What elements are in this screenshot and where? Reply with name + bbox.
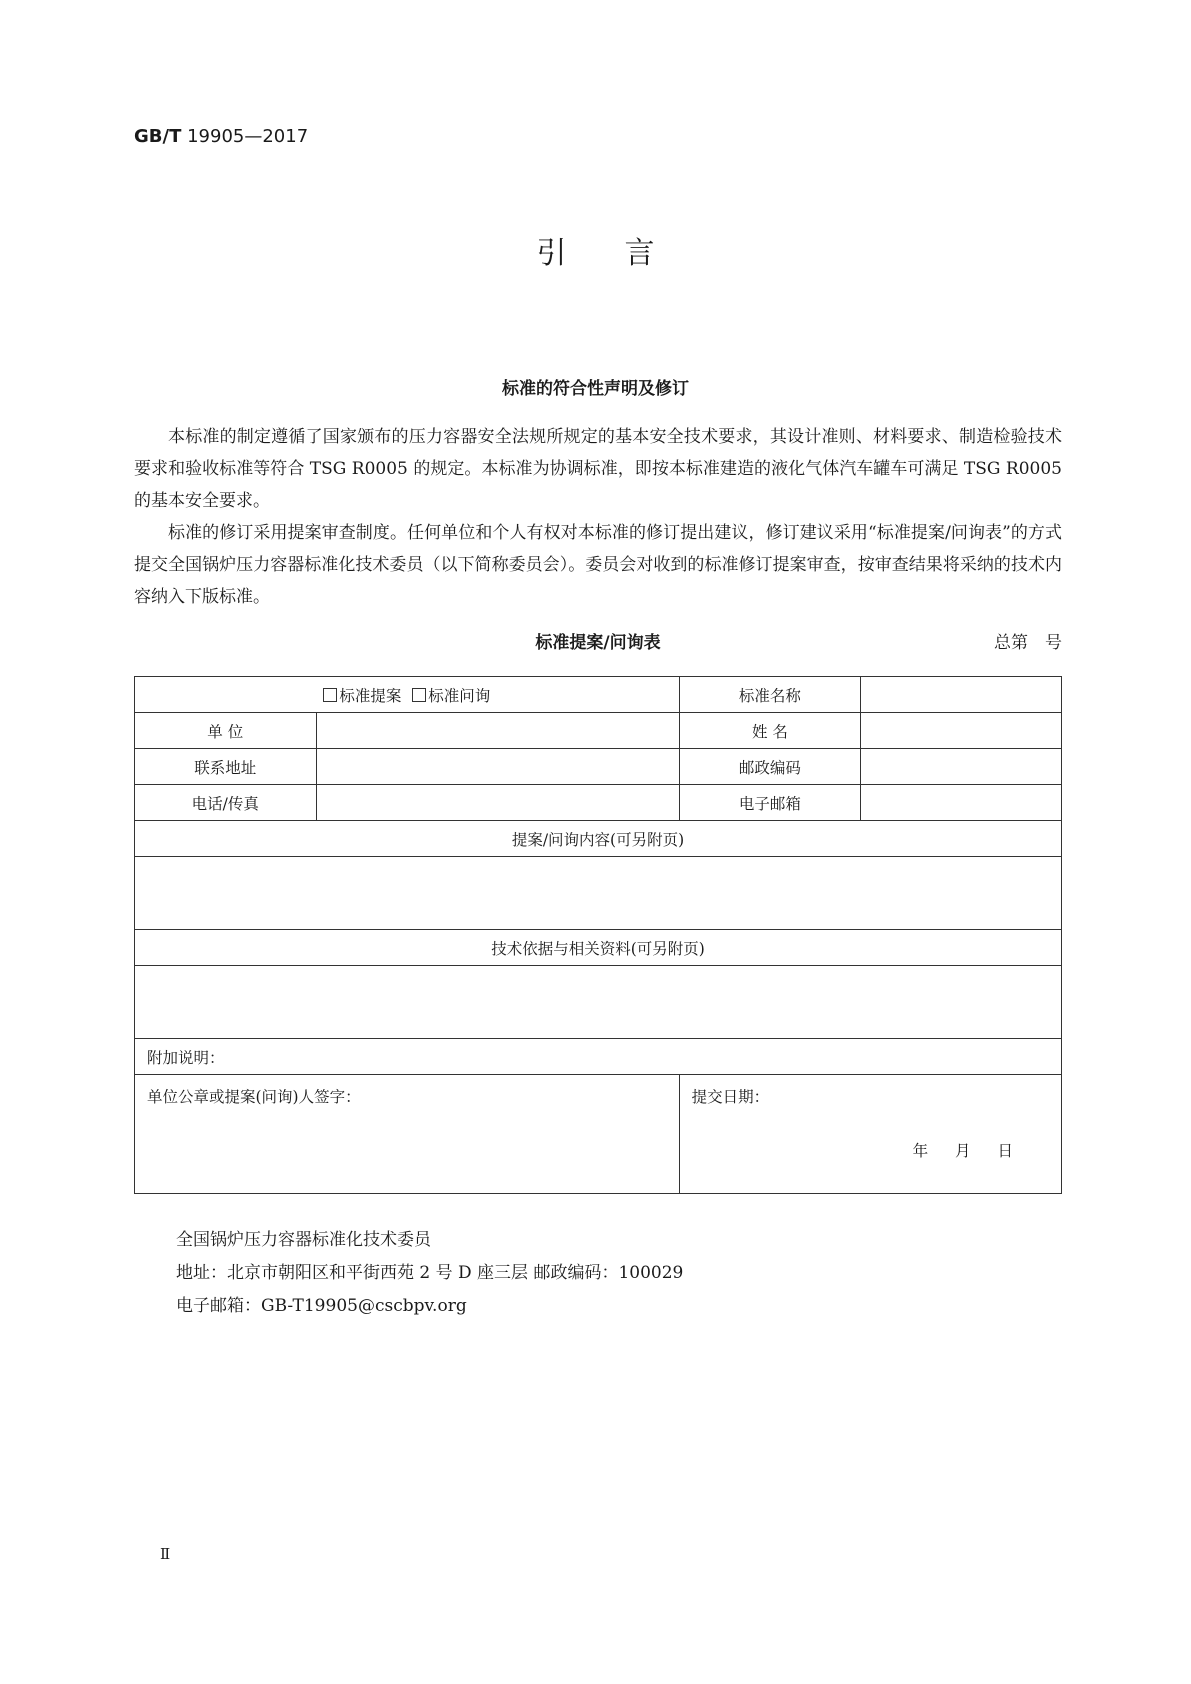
standard-code-number: 19905—2017: [187, 126, 309, 147]
form-row-signature: [135, 1075, 1062, 1194]
email-field[interactable]: [861, 785, 1062, 821]
body-text: [134, 421, 1062, 613]
year-label: 年: [912, 1142, 929, 1160]
name-label: 姓 名: [679, 713, 861, 749]
form-row-note: [135, 1039, 1062, 1075]
email-label: 电子邮箱: [679, 785, 861, 821]
month-label: 月: [955, 1142, 971, 1160]
inquiry-checkbox[interactable]: [412, 688, 426, 702]
note-label: 附加说明：: [147, 1048, 225, 1067]
section-heading: 标准的符合性声明及修订: [502, 379, 689, 399]
form-row-type: [135, 677, 1062, 713]
form-row-basis-header: [135, 930, 1062, 966]
phone-fax-field[interactable]: [316, 785, 679, 821]
committee-email: 电子邮箱：GB-T19905@cscbpv.org: [176, 1296, 467, 1316]
form-row-content: [135, 857, 1062, 930]
page-number: Ⅱ: [160, 1545, 171, 1563]
committee-contact: [176, 1224, 683, 1323]
unit-field[interactable]: [316, 713, 679, 749]
unit-label: 单 位: [135, 713, 317, 749]
content-header: 提案/问询内容(可另附页): [135, 821, 1062, 857]
paragraph-revision: 标准的修订采用提案审查制度。任何单位和个人有权对本标准的修订提出建议，修订建议采用“标准提案/问询表”的方式提交全国锅炉压力容器标准化技术委员（以下简称委员会）。委员会对收到的标准修订提案审查，按审查结果将采纳的技术内容纳入下版标准。: [134, 523, 1062, 607]
signature-label: 单位公章或提案(问询)人签字：: [147, 1088, 361, 1106]
proposal-checkbox-label: 标准提案: [339, 686, 402, 705]
form-row-content-header: [135, 821, 1062, 857]
submit-date-label: 提交日期：: [691, 1088, 770, 1106]
form-heading-row: [134, 628, 1062, 656]
basis-field[interactable]: [135, 966, 1062, 1039]
date-fields: [891, 1139, 1013, 1161]
standard-name-label: 标准名称: [679, 677, 861, 713]
address-field[interactable]: [316, 749, 679, 785]
form-number-label: 总第 号: [994, 633, 1062, 653]
committee-address: 地址：北京市朝阳区和平街西苑 2 号 D 座三层 邮政编码：100029: [176, 1263, 684, 1283]
form-type-cell: [135, 677, 680, 713]
proposal-checkbox[interactable]: [323, 688, 337, 702]
form-row-address: [135, 749, 1062, 785]
basis-header: 技术依据与相关资料(可另附页): [135, 930, 1062, 966]
address-label: 联系地址: [135, 749, 317, 785]
postcode-field[interactable]: [861, 749, 1062, 785]
standard-code: [134, 126, 308, 147]
form-title: 标准提案/问询表: [535, 633, 661, 653]
committee-name: 全国锅炉压力容器标准化技术委员: [176, 1230, 431, 1250]
form-row-phone: [135, 785, 1062, 821]
submit-date-field[interactable]: [679, 1075, 1061, 1194]
paragraph-conformity: 本标准的制定遵循了国家颁布的压力容器安全法规所规定的基本安全技术要求，其设计准则、材料要求、制造检验技术要求和验收标准等符合 TSG R0005 的规定。本标准为协调标准，即按本标准建造的液化气体汽车罐车可满足 TSG R0005 的基本安全要求。: [134, 427, 1062, 511]
name-field[interactable]: [861, 713, 1062, 749]
standard-code-prefix: GB/T: [134, 126, 182, 147]
content-field[interactable]: [135, 857, 1062, 930]
standard-name-field[interactable]: [861, 677, 1062, 713]
day-label: 日: [997, 1142, 1013, 1160]
form-row-unit: [135, 713, 1062, 749]
page-title: 引言: [536, 236, 713, 271]
phone-fax-label: 电话/传真: [135, 785, 317, 821]
postcode-label: 邮政编码: [679, 749, 861, 785]
form-row-basis: [135, 966, 1062, 1039]
proposal-inquiry-form: [134, 676, 1062, 1194]
inquiry-checkbox-label: 标准问询: [428, 686, 491, 705]
note-field[interactable]: [135, 1039, 1062, 1075]
signature-field[interactable]: [135, 1075, 680, 1194]
